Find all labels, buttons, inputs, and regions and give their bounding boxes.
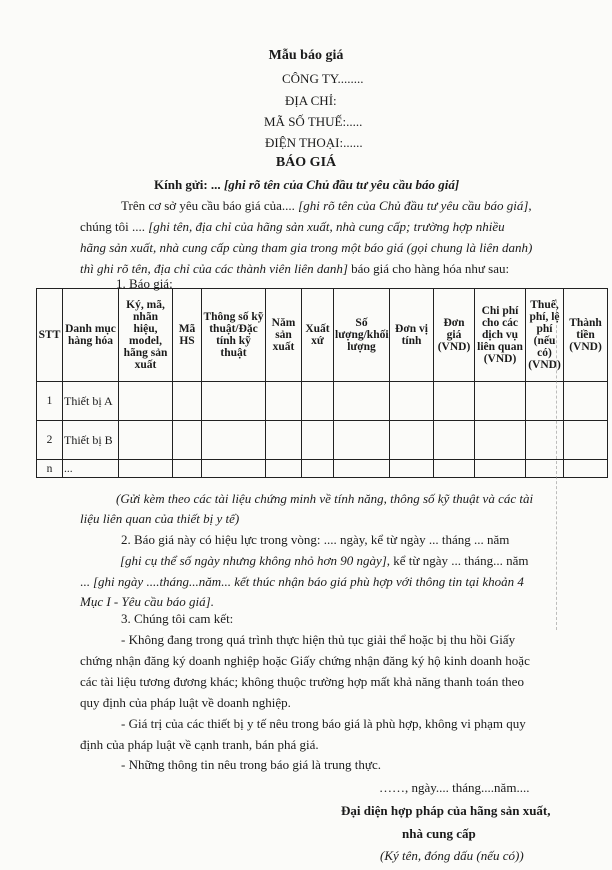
column-header: Danh mục hàng hóa bbox=[63, 289, 119, 382]
recipient-label: Kính gửi: ... bbox=[154, 177, 221, 192]
empty-cell bbox=[390, 460, 434, 478]
intro-note: [ghi rõ tên của Chủ đầu tư yêu cầu báo giá], bbox=[298, 198, 532, 213]
column-header: Chi phí cho các dịch vụ liên quan (VND) bbox=[475, 289, 526, 382]
column-header: Ký, mã, nhãn hiệu, model, hãng sản xuất bbox=[119, 289, 173, 382]
commitment-1-line-1: - Không đang trong quá trình thực hiện thủ tục giải thể hoặc bị thu hồi Giấy bbox=[121, 632, 516, 647]
empty-cell bbox=[434, 382, 475, 421]
tax-code-field: MÃ SỐ THUẾ:..... bbox=[264, 114, 363, 129]
empty-cell bbox=[202, 382, 266, 421]
empty-cell bbox=[266, 382, 302, 421]
commitment-1-line-2: chứng nhận đăng ký doanh nghiệp hoặc Giấy chứng nhận đăng ký hộ kinh doanh hoặc bbox=[80, 653, 530, 668]
validity-line-4: Mục I - Yêu cầu báo giá]. bbox=[80, 594, 214, 609]
intro-line-2 bbox=[80, 219, 505, 235]
column-header: Thuế, phí, lệ phí (nếu có) (VND) bbox=[526, 289, 564, 382]
company-field: CÔNG TY........ bbox=[282, 71, 364, 86]
attachment-note-1: (Gửi kèm theo các tài liệu chứng minh về tính năng, thông số kỹ thuật và các tài bbox=[116, 491, 534, 506]
empty-cell bbox=[173, 382, 202, 421]
column-header: Thành tiền (VND) bbox=[564, 289, 608, 382]
row-number: n bbox=[37, 460, 63, 478]
row-number: 1 bbox=[37, 382, 63, 421]
column-header: Số lượng/khối lượng bbox=[334, 289, 390, 382]
column-header: Thông số kỹ thuật/Đặc tính kỹ thuật bbox=[202, 289, 266, 382]
column-header: Xuất xứ bbox=[302, 289, 334, 382]
signature-note: (Ký tên, đóng dấu (nếu có)) bbox=[380, 848, 524, 863]
commitment-2-line-2: định của pháp luật về cạnh tranh, bán phá giá. bbox=[80, 737, 319, 752]
intro-text: Trên cơ sở yêu cầu báo giá của.... bbox=[121, 198, 295, 213]
empty-cell bbox=[334, 382, 390, 421]
recipient-line bbox=[154, 177, 459, 193]
section-1-title: 1. Báo giá: bbox=[116, 276, 173, 291]
intro-line-3: hãng sản xuất, nhà cung cấp cùng tham gia trong một báo giá (gọi chung là liên danh) bbox=[80, 240, 533, 255]
empty-cell bbox=[202, 460, 266, 478]
validity-note: [ghi cụ thể số ngày nhưng không nhỏ hơn 90 ngày] bbox=[120, 553, 387, 568]
table-row bbox=[37, 421, 608, 460]
address-field: ĐỊA CHỈ: bbox=[285, 93, 337, 108]
empty-cell bbox=[302, 460, 334, 478]
empty-cell bbox=[390, 382, 434, 421]
intro-note: thì ghi rõ tên, địa chỉ của các thành viên liên danh] bbox=[80, 261, 348, 276]
empty-cell bbox=[173, 460, 202, 478]
empty-cell bbox=[119, 421, 173, 460]
empty-cell bbox=[202, 421, 266, 460]
recipient-note: [ghi rõ tên của Chủ đầu tư yêu cầu báo giá] bbox=[223, 177, 460, 192]
empty-cell bbox=[434, 460, 475, 478]
empty-cell bbox=[302, 382, 334, 421]
signature-date: ……, ngày.... tháng....năm.... bbox=[379, 780, 530, 795]
table-row bbox=[37, 382, 608, 421]
empty-cell bbox=[302, 421, 334, 460]
commitment-1-line-4: quy định của pháp luật về doanh nghiệp. bbox=[80, 695, 291, 710]
intro-text: báo giá cho hàng hóa như sau: bbox=[351, 261, 510, 276]
attachment-note-2: liệu liên quan của thiết bị y tế) bbox=[80, 511, 240, 526]
validity-line-2 bbox=[120, 553, 529, 569]
empty-cell bbox=[266, 421, 302, 460]
commitment-2-line-1: - Giá trị của các thiết bị y tế nêu trong báo giá là phù hợp, không vi phạm quy bbox=[121, 716, 526, 731]
empty-cell bbox=[334, 460, 390, 478]
quotation-table bbox=[36, 288, 608, 478]
table-header-row bbox=[37, 289, 608, 382]
column-header: Đơn vị tính bbox=[390, 289, 434, 382]
commitment-1-line-3: các tài liệu tương đương khác; không thuộc trường hợp mất khả năng thanh toán theo bbox=[80, 674, 524, 689]
document-title: BÁO GIÁ bbox=[275, 155, 337, 170]
intro-note: [ghi tên, địa chỉ của hãng sản xuất, nhà cung cấp; trường hợp nhiều bbox=[148, 219, 505, 234]
empty-cell bbox=[390, 421, 434, 460]
item-name: ... bbox=[63, 460, 119, 478]
item-name: Thiết bị A bbox=[63, 382, 119, 421]
stamp-mark bbox=[556, 300, 583, 630]
empty-cell bbox=[434, 421, 475, 460]
empty-cell bbox=[475, 382, 526, 421]
intro-text: chúng tôi .... bbox=[80, 219, 145, 234]
validity-line-1: 2. Báo giá này có hiệu lực trong vòng: .... ngày, kể từ ngày ... tháng ... năm bbox=[121, 532, 510, 547]
empty-cell bbox=[475, 460, 526, 478]
validity-text: ... bbox=[80, 574, 90, 589]
column-header: Năm sản xuất bbox=[266, 289, 302, 382]
phone-field: ĐIỆN THOẠI:...... bbox=[265, 135, 363, 150]
table-row bbox=[37, 460, 608, 478]
empty-cell bbox=[334, 421, 390, 460]
intro-line-1 bbox=[121, 198, 532, 214]
commitment-title: 3. Chúng tôi cam kết: bbox=[121, 611, 234, 626]
representative-line-1: Đại diện hợp pháp của hãng sản xuất, bbox=[341, 803, 551, 818]
validity-text: , kể từ ngày ... tháng... năm bbox=[386, 553, 529, 568]
row-number: 2 bbox=[37, 421, 63, 460]
validity-line-3 bbox=[80, 574, 524, 590]
commitment-3: - Những thông tin nêu trong báo giá là trung thực. bbox=[121, 757, 381, 772]
intro-line-4 bbox=[80, 261, 509, 277]
column-header: Mã HS bbox=[173, 289, 202, 382]
empty-cell bbox=[266, 460, 302, 478]
column-header: Đơn giá (VND) bbox=[434, 289, 475, 382]
empty-cell bbox=[119, 460, 173, 478]
empty-cell bbox=[119, 382, 173, 421]
item-name: Thiết bị B bbox=[63, 421, 119, 460]
empty-cell bbox=[475, 421, 526, 460]
form-title: Mẫu báo giá bbox=[268, 48, 344, 63]
validity-note: [ghi ngày ....tháng...năm... kết thúc nhận báo giá phù hợp với thông tin tại khoản 4 bbox=[93, 574, 524, 589]
empty-cell bbox=[173, 421, 202, 460]
representative-line-2: nhà cung cấp bbox=[402, 826, 476, 841]
column-header: STT bbox=[37, 289, 63, 382]
